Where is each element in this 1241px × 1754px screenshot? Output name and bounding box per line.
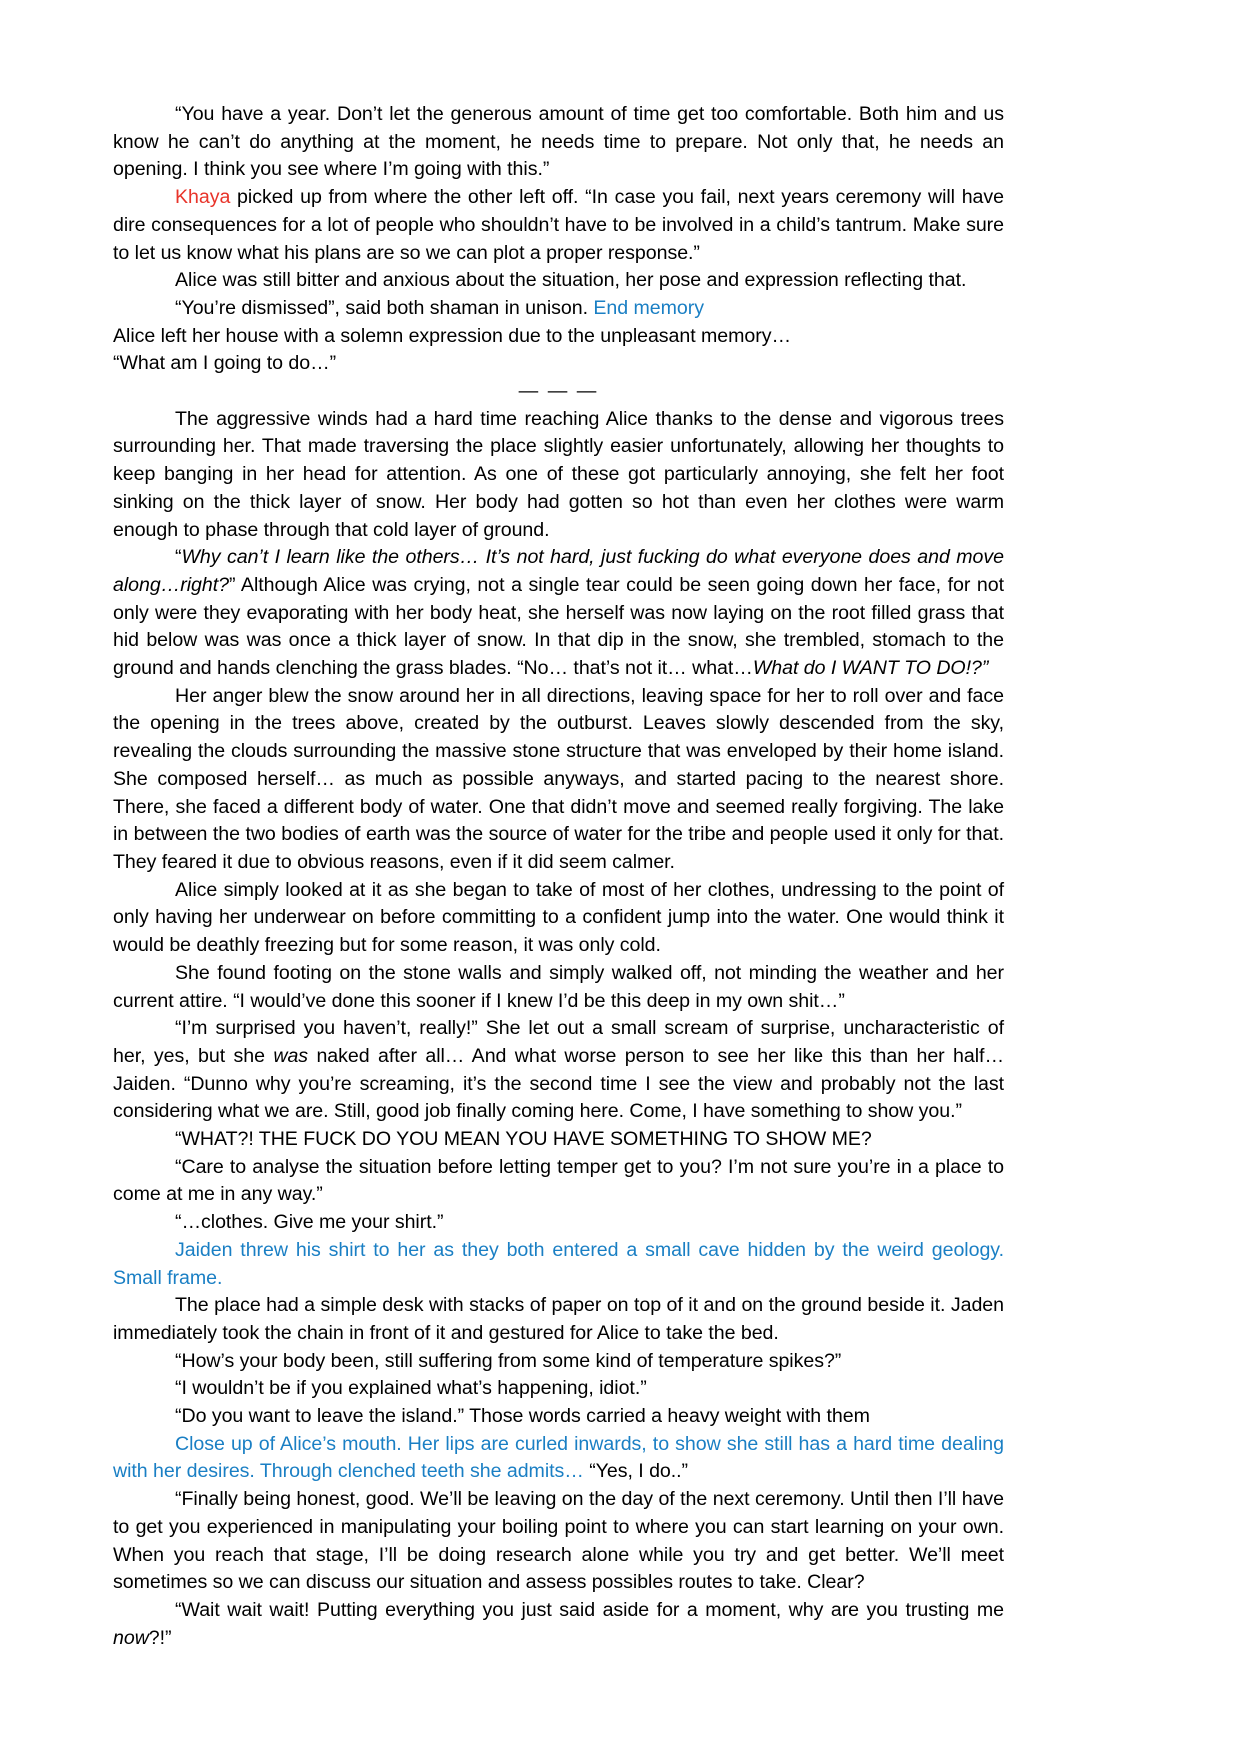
document-body: [113, 101, 1004, 1652]
paragraph-what-the-fuck: “WHAT?! THE FUCK DO YOU MEAN YOU HAVE SOMETHING TO SHOW ME?: [175, 1128, 872, 1151]
paragraph-finally-being-honest: “Finally being honest, good. We’ll be leaving on the day of the next ceremony. Until then I’ll have to get you experienced in manipulating your boiling point to where you can start learning on your own. When you reach that stage, I’ll be doing research alone while you try and get better. We’ll meet sometimes so we can discuss our situation and assess possibles routes to take. Clear?: [113, 1488, 1004, 1594]
paragraph-leave-the-island: “Do you want to leave the island.” Those words carried a heavy weight with them: [175, 1405, 870, 1428]
paragraph-clothes-give-me-shirt: “…clothes. Give me your shirt.”: [175, 1211, 444, 1234]
scene-separator: — — —: [518, 380, 599, 403]
paragraph-wait-a: “Wait wait wait! Putting everything you just said aside for a moment, why are you trusting me: [175, 1598, 1004, 1621]
inner-thought-italic-1: Why can’t I learn like the others… It’s not hard, just fucking do what everyone does and move along…right?: [113, 546, 1004, 596]
paragraph-why-cant-i-learn: [113, 544, 1004, 683]
open-quote: “: [175, 546, 182, 569]
paragraph-her-anger: Her anger blew the snow around her in all directions, leaving space for her to roll over and face the opening in the trees above, created by the outburst. Leaves slowly descended from the sky, revealing the clouds surrounding the massive stone structure that was enveloped by their home island. She composed herself… as much as possible anyways, and started pacing to the nearest shore. There, she faced a different body of water. One that didn’t move and seemed really forgiving. The lake in between the two bodies of earth was the source of water for the tribe and people used it only for that. They feared it due to obvious reasons, even if it did seem calmer.: [113, 684, 1004, 873]
paragraph-alice-undressing: Alice simply looked at it as she began to take of most of her clothes, undressing to the point of only having her underwear on before committing to a confident jump into the water. One would think it would be deathly freezing but for some reason, it was only cold.: [113, 878, 1004, 957]
paragraph-why-cant-i-learn-body: ” Although Alice was crying, not a single tear could be seen going down her face, for not only were they evaporating with her body heat, she herself was now laying on the root filled grass that hid below was was once a thick layer of snow. In that dip in the snow, she trembled, stomach to the ground and hands clenching the grass blades. “No… that’s not it… what…: [113, 573, 1004, 680]
paragraph-what-am-i-going-to-do: “What am I going to do…”: [113, 352, 337, 375]
paragraph-khaya: [113, 184, 1004, 267]
paragraph-im-surprised: [113, 1015, 1004, 1126]
paragraph-wait-b: ?!”: [148, 1626, 172, 1649]
paragraph-im-surprised-a: “I’m surprised you haven’t, really!” She let out a small scream of surprise, uncharacteristic of her, yes, but she: [113, 1017, 1004, 1067]
paragraph-i-wouldnt-be: “I wouldn’t be if you explained what’s happening, idiot.”: [175, 1377, 647, 1400]
paragraph-hows-your-body: “How’s your body been, still suffering from some kind of temperature spikes?”: [175, 1349, 842, 1372]
paragraph-aggressive-winds: The aggressive winds had a hard time reaching Alice thanks to the dense and vigorous trees surrounding her. That made traversing the place slightly easier unfortunately, allowing her thoughts to keep banging in her head for attention. As one of these got particularly annoying, she felt her foot sinking on the thick layer of snow. Her body had gotten so hot than even her clothes were warm enough to phase through that cold layer of ground.: [113, 407, 1004, 541]
emphasis-now: now: [113, 1626, 149, 1649]
character-name-khaya: Khaya: [175, 186, 231, 209]
paragraph-im-surprised-b: naked after all… And what worse person to see her like this than her half… Jaiden. “Dunno why you’re screaming, it’s the second time I see the view and probably not the last considering what we are. Still, good job finally coming here. Come, I have something to show you.”: [113, 1044, 1004, 1123]
paragraph-khaya-text: picked up from where the other left off. “In case you fail, next years ceremony will have dire consequences for a lot of people who shouldn’t have to be involved in a child’s tantrum. Make sure to let us know what his plans are so we can plot a proper response.”: [113, 186, 1004, 264]
paragraph-dismissed: [113, 295, 1004, 323]
paragraph-alice-bitter: Alice was still bitter and anxious about the situation, her pose and expression reflecting that.: [175, 269, 967, 292]
paragraph-alice-left-house: Alice left her house with a solemn expression due to the unpleasant memory…: [113, 324, 792, 347]
paragraph-wait-wait-wait: [113, 1597, 1004, 1652]
direction-close-up-text: Close up of Alice’s mouth. Her lips are curled inwards, to show she still has a hard time dealing with her desires. Through clenched teeth she admits…: [113, 1432, 1004, 1483]
inner-thought-italic-2: What do I WANT TO DO!?”: [752, 657, 989, 680]
paragraph-the-place-had-desk: The place had a simple desk with stacks of paper on top of it and on the ground beside it. Jaden immediately took the chain in front of it and gestured for Alice to take the bed.: [113, 1294, 1004, 1344]
direction-close-up-alice-mouth: [113, 1431, 1004, 1486]
paragraph-dialogue-year: “You have a year. Don’t let the generous amount of time get too comfortable. Both him and us know he can’t do anything at the moment, he needs time to prepare. Not only that, he needs an opening. I think you see where I’m going with this.”: [113, 103, 1004, 181]
annotation-end-memory: End memory: [593, 296, 704, 319]
paragraph-dismissed-text: “You’re dismissed”, said both shaman in unison.: [175, 296, 594, 319]
paragraph-stone-walls: She found footing on the stone walls and simply walked off, not minding the weather and her current attire. “I would’ve done this sooner if I knew I’d be this deep in my own shit…”: [113, 961, 1004, 1012]
direction-jaiden-threw-shirt: Jaiden threw his shirt to her as they both entered a small cave hidden by the weird geology. Small frame.: [113, 1238, 1004, 1289]
emphasis-was: was: [273, 1044, 309, 1067]
paragraph-care-to-analyse: “Care to analyse the situation before letting temper get to you? I’m not sure you’re in a place to come at me in any way.”: [113, 1155, 1004, 1206]
dialogue-yes-i-do: “Yes, I do..”: [589, 1460, 689, 1483]
